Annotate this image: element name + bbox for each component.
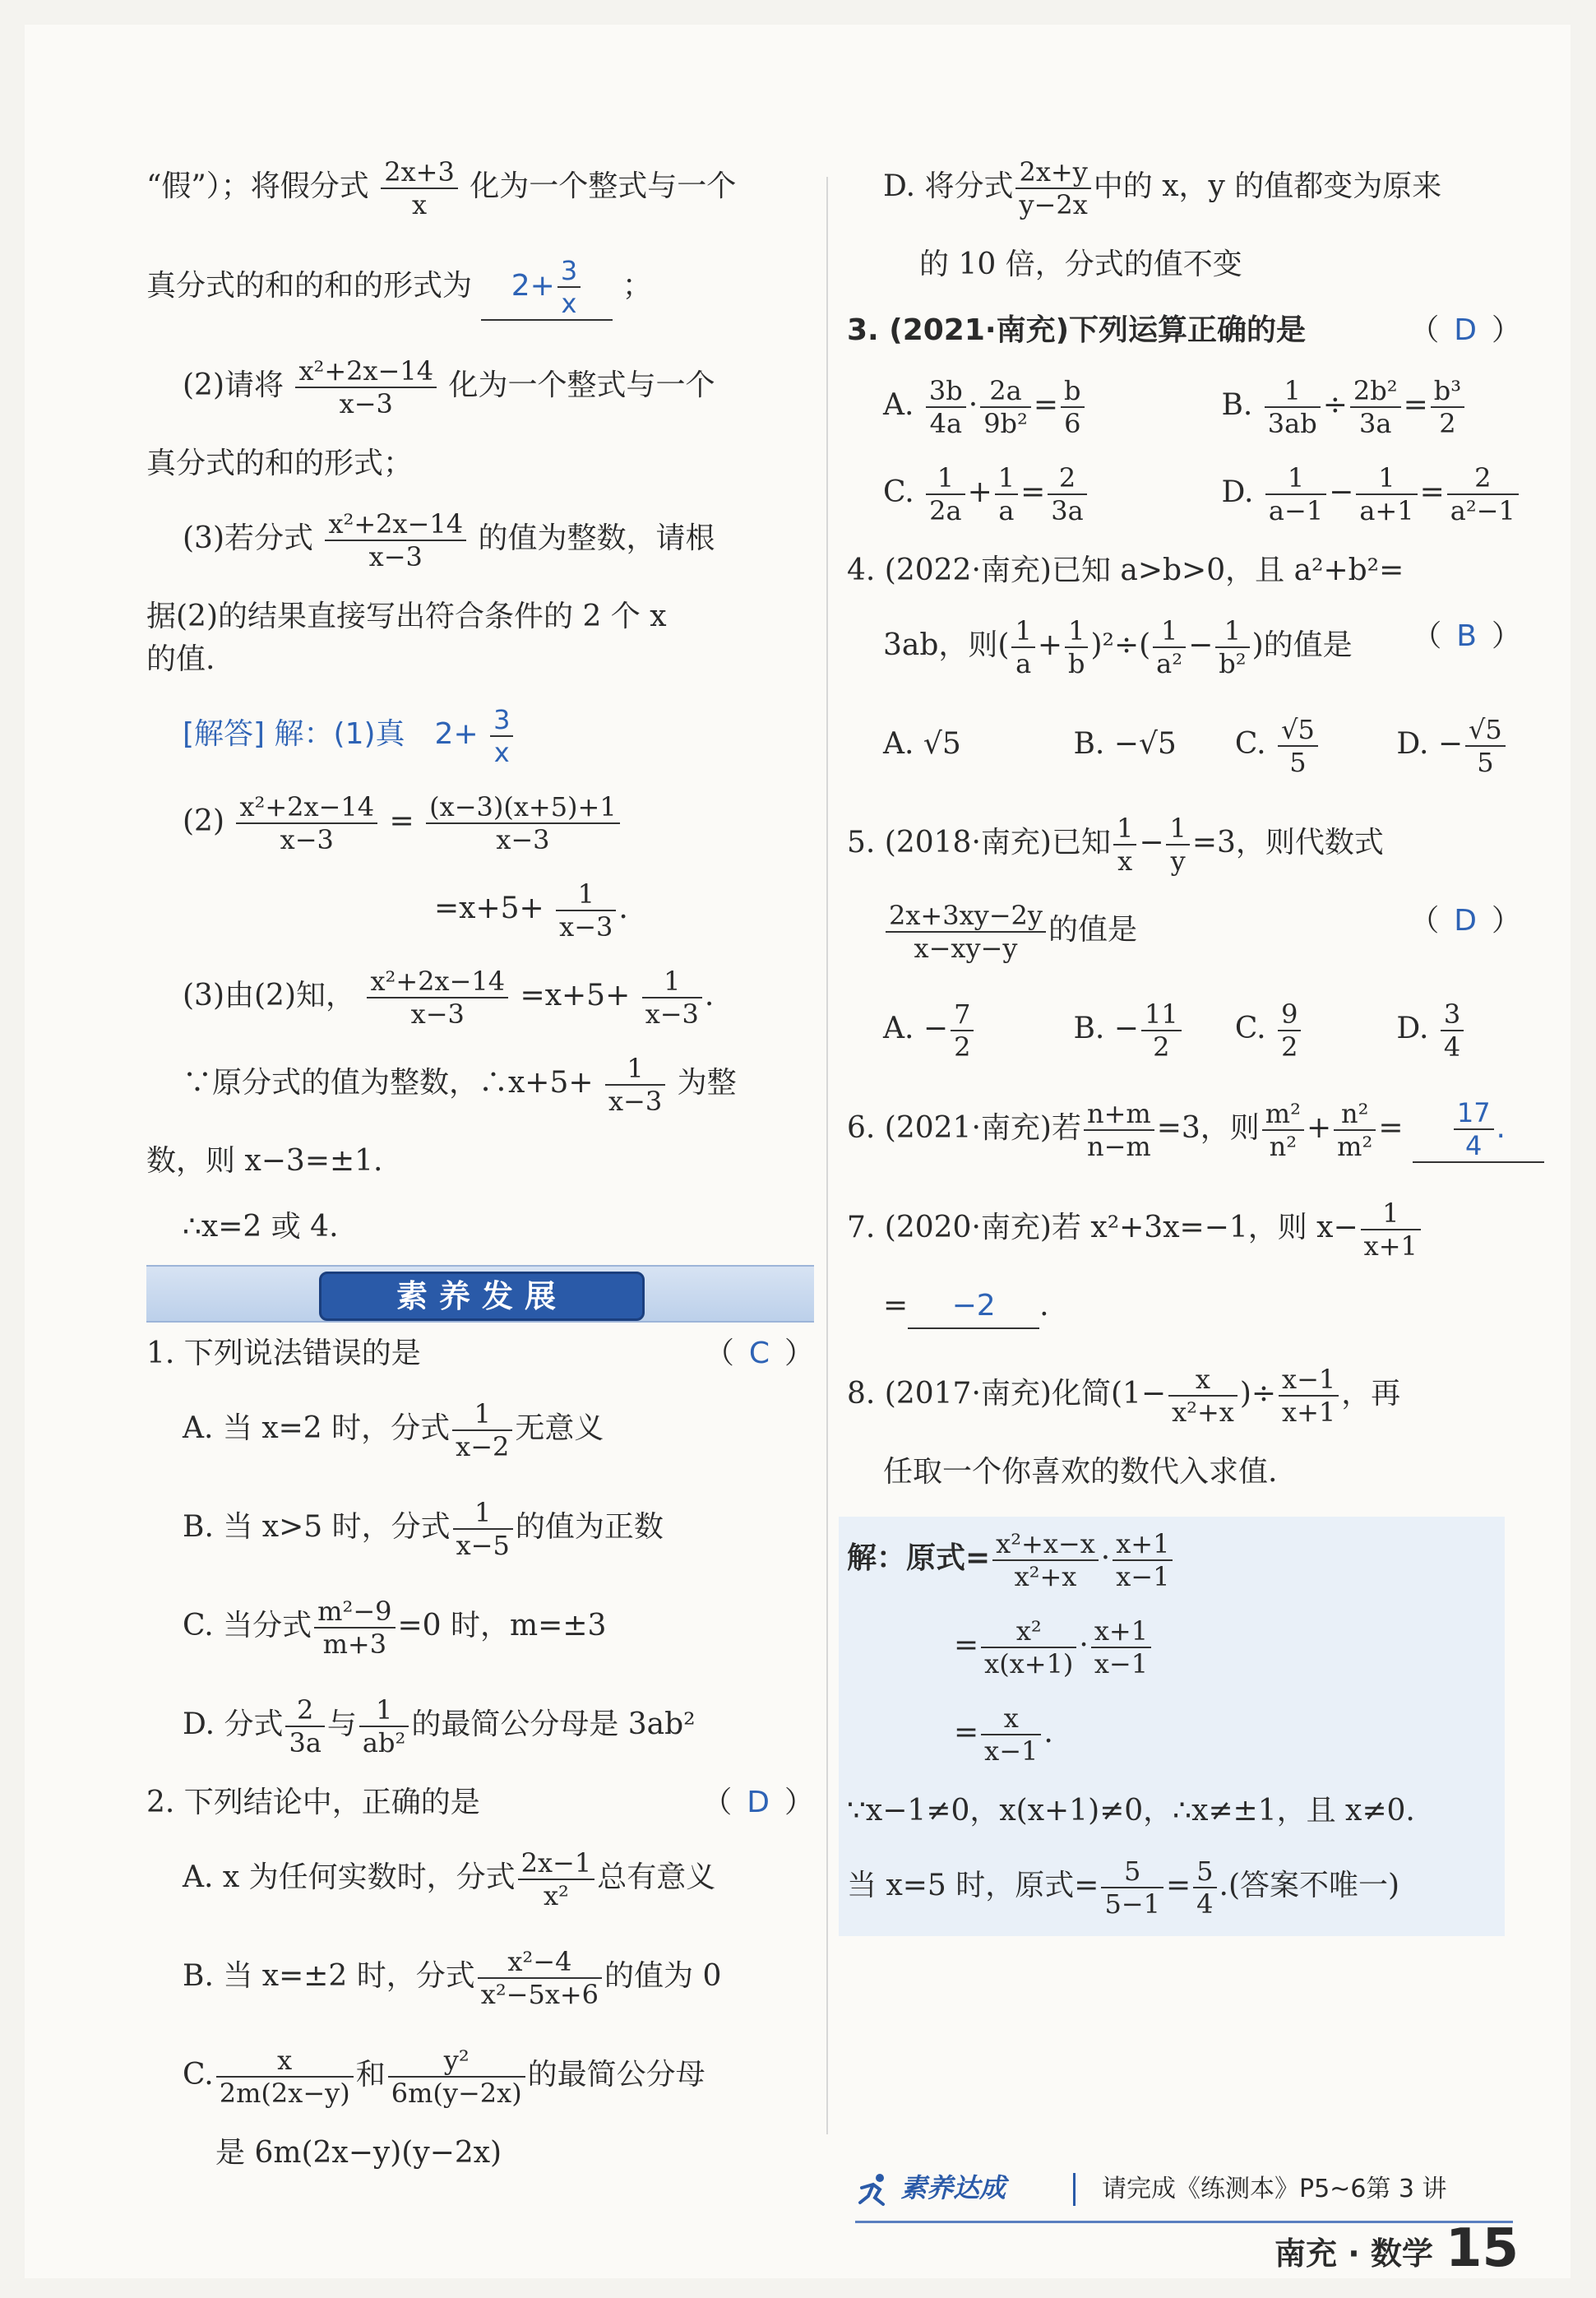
option: 的 10 倍，分式的值不变: [919, 248, 1242, 281]
option-row: A. √5 B. −√5 C. $\frac{√5}{5}$ D. − $\frac{√5}{5}$: [847, 714, 1521, 778]
page-label: 南充 · 数学: [1274, 2235, 1433, 2272]
option: D. 将分式 $\frac{2x+y}{y-2x}$ 中的 x，y 的值都变为原来: [883, 156, 1442, 220]
option: C. $\frac{x}{2m(2x-y)}$ 和 $\frac{\text{y²}}{6m(y-2x)}$ 的最简公分母: [183, 2045, 705, 2109]
option: B. 当 x=±2 时，分式 $\frac{\text{x²−4}}{\text{x²−5x+6}}$ 的值为 0: [183, 1946, 722, 2010]
section-title: 素养发展: [319, 1272, 645, 1321]
solution-line: =x+5+ $\frac{1}{x-3}$ .: [434, 878, 628, 943]
fraction: $\frac{1}{x-3}$: [556, 878, 616, 943]
problem-4: 3ab，则( $\frac{1}{a}$ + $\frac{1}{b}$ )²÷( $\frac{1}{\text{a²}}$ − $\frac{1}{\text{b²}}$ )的值是 （ B ）: [883, 615, 1521, 679]
fraction: $\frac{3}{x}$: [490, 704, 513, 768]
answer: D: [747, 1786, 770, 1819]
page: [25, 25, 1571, 2278]
text-line: 据(2)的结果直接写出符合条件的 2 个 x: [146, 600, 667, 633]
text-line: 的值.: [146, 642, 215, 676]
solution-line: 解：原式= $\frac{\text{x²+x−x}}{\text{x²+x}}$ · $\frac{x+1}{x-1}$: [847, 1528, 1497, 1592]
problem-1: 1. 下列说法错误的是 （ C ）: [146, 1337, 814, 1370]
problem-7: 7. (2020·南充)若 x²+3x=−1，则 x− $\frac{1}{x+1}$: [847, 1198, 1521, 1262]
option-row: A. − $\frac{7}{2}$ B. − $\frac{11}{2}$ C. $\frac{9}{2}$ D. $\frac{3}{4}$: [847, 998, 1521, 1063]
fraction: $\frac{(x-3)(x+5)+1}{x-3}$: [426, 791, 620, 855]
page-number: 15: [1446, 2218, 1520, 2279]
text: 真分式的和的和的形式为: [146, 269, 473, 303]
solution-tag: [解答]: [183, 717, 266, 751]
footer-separator: [1073, 2173, 1076, 2206]
solution-box: [839, 1517, 1505, 1936]
footer-text: 请完成《练测本》P5~6第 3 讲: [1102, 2175, 1447, 2203]
left-column: [146, 156, 814, 2175]
solution-line: = $\frac{\text{x²}}{x(x+1)}$ · $\frac{x+1}{x-1}$: [847, 1615, 1497, 1679]
text-line: [146, 156, 814, 220]
answer: C: [748, 1337, 770, 1370]
fraction: $\frac{1}{x-3}$: [605, 1053, 665, 1117]
solution-line: 数，则 x−3=±1.: [146, 1144, 383, 1178]
answer-blank: −2: [908, 1285, 1039, 1329]
solution-line: (3)由(2)知， $\frac{\text{x²+2x−14}}{x-3}$ =x+5+ $\frac{1}{x-3}$ .: [183, 966, 715, 1030]
option: D. 分式 $\frac{2}{3a}$ 与 $\frac{1}{\text{ab²}}$ 的最简公分母是 3ab²: [183, 1694, 696, 1758]
problem-4: 4. (2022·南充)已知 a>b>0，且 a²+b²=: [847, 554, 1404, 587]
solution-line: ∴x=2 或 4.: [183, 1210, 339, 1244]
solution-line: ∵原分式的值为整数，∴x+5+ $\frac{1}{x-3}$ 为整: [183, 1053, 737, 1117]
problem-8: 8. (2017·南充)化简(1− $\frac{x}{\text{x²+x}}$ )÷ $\frac{x-1}{x+1}$ ，再: [847, 1364, 1401, 1428]
solution-line: = $\frac{x}{x-1}$ .: [954, 1703, 1053, 1767]
answer-blank: 2+ $\frac{3}{x}$: [481, 255, 613, 321]
problem-8: 任取一个你喜欢的数代入求值.: [883, 1455, 1278, 1489]
problem-7: = −2 .: [847, 1285, 1521, 1329]
problem-3: 3. (2021·南充)下列运算正确的是 （ D ）: [847, 313, 1521, 347]
answer-blank: $\frac{17}{4}$ .: [1413, 1097, 1544, 1163]
text-line: 真分式的和的形式；: [146, 447, 414, 480]
problem-5: $\frac{2x+3xy-2y}{x-xy-y}$ 的值是 （ D ）: [847, 900, 1521, 964]
fraction: $\frac{\text{x²+2x−14}}{x-3}$: [367, 966, 508, 1030]
fraction: $\frac{1}{x-3}$: [642, 966, 702, 1030]
problem-5: 5. (2018·南充)已知 $\frac{1}{x}$ − $\frac{1}{y}$ =3，则代数式: [847, 813, 1384, 877]
problem-2: 2. 下列结论中，正确的是 （ D ）: [146, 1786, 814, 1819]
solution-line: ∵x−1≠0，x(x+1)≠0，∴x≠±1，且 x≠0.: [847, 1794, 1415, 1828]
right-column: [847, 156, 1521, 1936]
text-line: 真分式的和的和的形式为 2+ $\frac{3}{x}$ ；: [146, 255, 652, 319]
option: C. 当分式 $\frac{\text{m²−9}}{m+3}$ =0 时，m=±3: [183, 1596, 607, 1660]
text: “假”）；将假分式: [146, 169, 369, 203]
option: A. x 为任何实数时，分式 $\frac{2x-1}{\text{x²}}$ 总有意义: [183, 1847, 716, 1911]
runner-icon: [855, 2171, 891, 2208]
column-divider: [826, 177, 828, 2134]
option: B. 当 x>5 时，分式 $\frac{1}{x-5}$ 的值为正数: [183, 1497, 664, 1561]
text-line: (2)请将 $\frac{\text{x²+2x−14}}{x-3}$ 化为一个整式与一个: [183, 355, 715, 419]
text-line: (3)若分式 $\frac{\text{x²+2x−14}}{x-3}$ 的值为整数，请根: [183, 508, 715, 572]
fraction: $\frac{\text{x²+2x−14}}{x-3}$: [325, 508, 466, 572]
fraction: $\frac{\text{x²+2x−14}}{x-3}$: [236, 791, 377, 855]
footer-bar: [855, 2163, 1513, 2223]
solution-line: 当 x=5 时，原式= $\frac{5}{5-1}$ = $\frac{5}{4}$ .(答案不唯一): [847, 1856, 1400, 1920]
solution-line: [解答] 解：(1)真 2+ $\frac{3}{x}$: [146, 704, 814, 768]
fraction: $\frac{2x+3}{x}$: [381, 156, 458, 220]
option: 是 6m(2x−y)(y−2x): [215, 2136, 502, 2170]
option-row: C. $\frac{1}{2a}$ + $\frac{1}{a}$ = $\frac{2}{3a}$ D. $\frac{1}{a-1}$ − $\frac{1}{a+1}$ = $\frac{2}{\text{a²−1}}$: [847, 462, 1521, 526]
option: A. 当 x=2 时，分式 $\frac{1}{x-2}$ 无意义: [183, 1398, 604, 1462]
solution-line: (2) $\frac{\text{x²+2x−14}}{x-3}$ = $\frac{(x-3)(x+5)+1}{x-3}$: [146, 791, 814, 855]
problem-6: 6. (2021·南充)若 $\frac{n+m}{n-m}$ =3，则 $\frac{\text{m²}}{\text{n²}}$ + $\frac{\text{n²}}{\text{m²}}$ = $\frac{17}{4}$ .: [847, 1097, 1521, 1163]
fraction: $\frac{\text{x²+2x−14}}{x-3}$: [295, 355, 437, 419]
footer-logo: 素养达成: [855, 2168, 1006, 2208]
text: 化为一个整式与一个: [470, 169, 737, 203]
section-header: [146, 1265, 814, 1323]
option-row: A. $\frac{3b}{4a}$ · $\frac{2a}{\text{9b²}}$ = $\frac{b}{6}$ B. $\frac{1}{3ab}$ ÷ $\frac{\text{2b²}}{3a}$ = $\frac{\text{b³}}{2}$: [847, 375, 1521, 439]
